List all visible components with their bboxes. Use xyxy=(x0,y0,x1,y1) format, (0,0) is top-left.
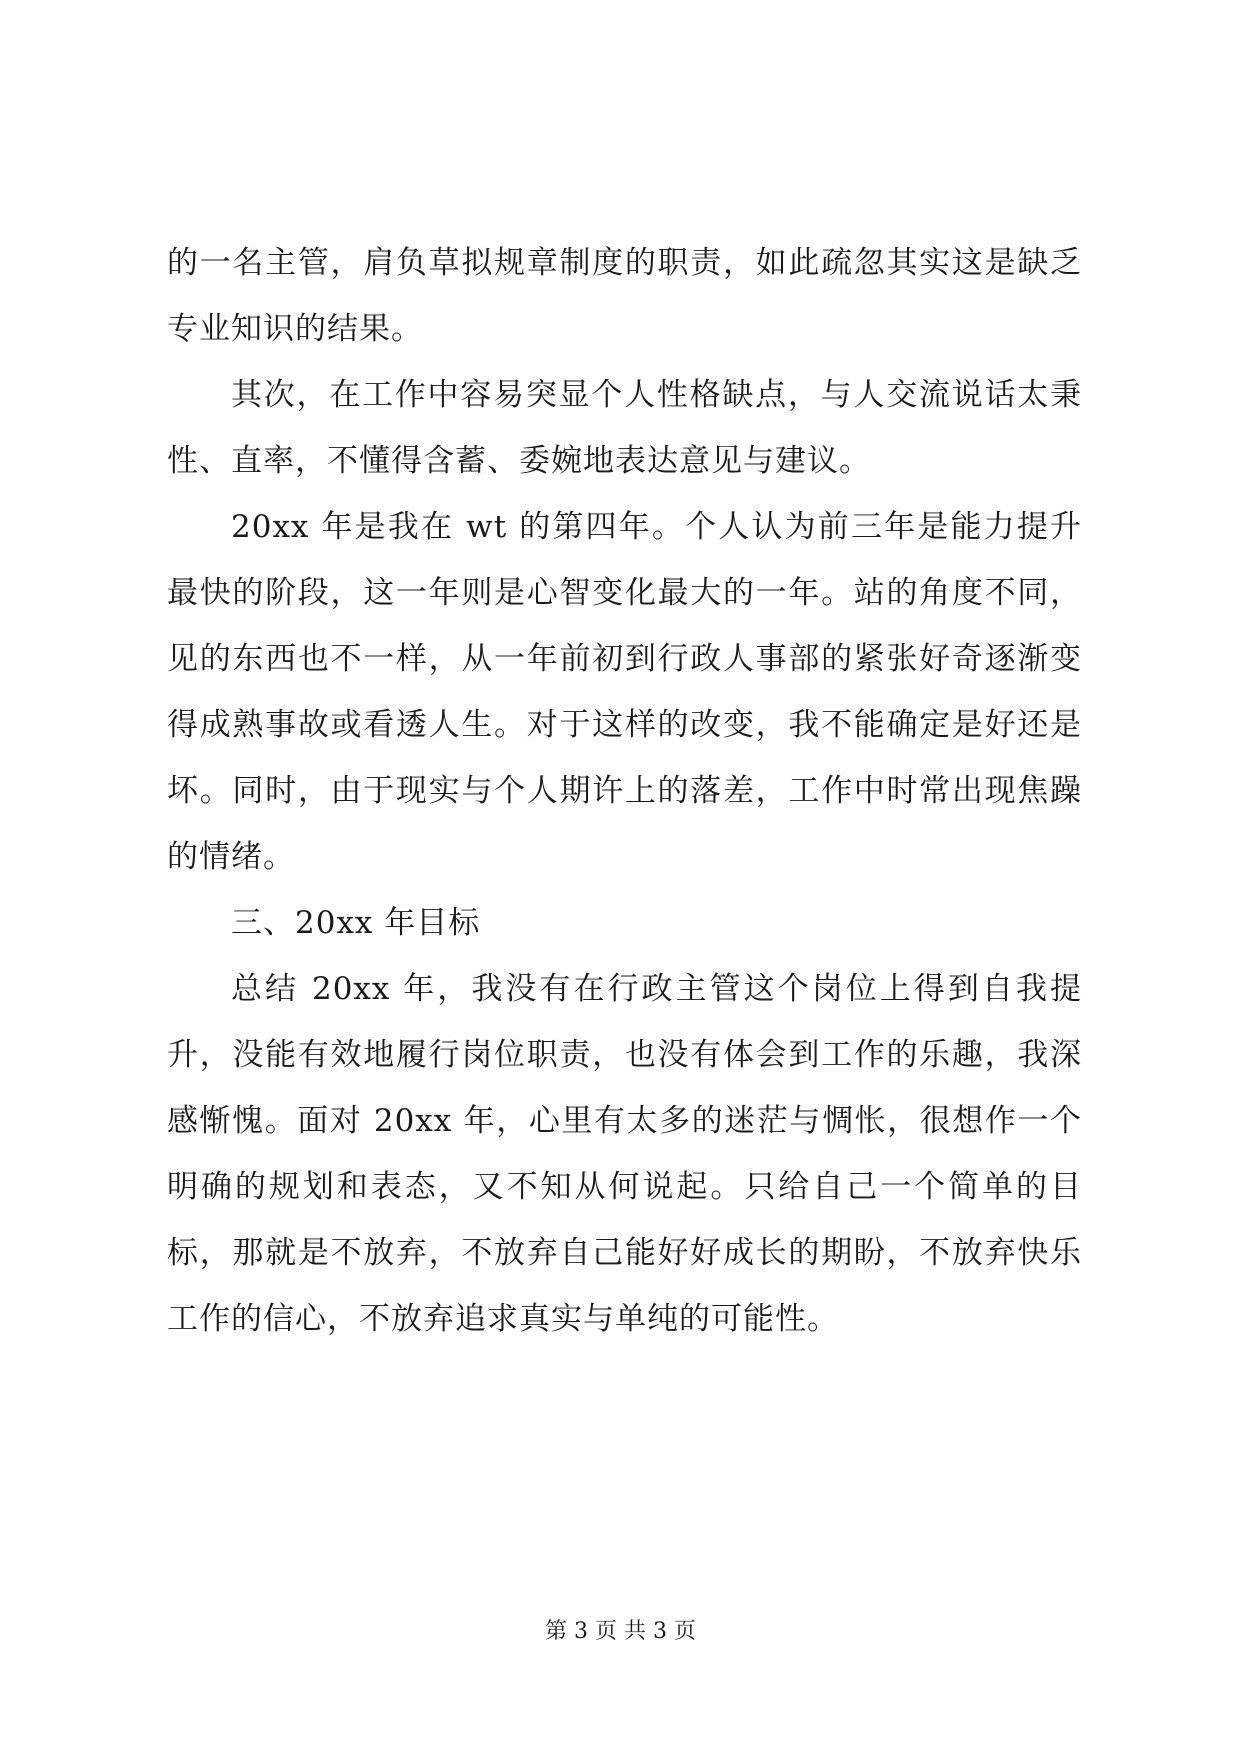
paragraph-2: 其次，在工作中容易突显个人性格缺点，与人交流说话太秉性、直率，不懂得含蓄、委婉地表达意见与建议。 xyxy=(167,377,1082,479)
page-number-footer: 第 3 页 共 3 页 xyxy=(545,1619,696,1644)
section-heading-goals: 三、20xx 年目标 xyxy=(231,905,481,941)
paragraph-3: 20xx 年是我在 wt 的第四年。个人认为前三年是能力提升最快的阶段，这一年则是心智变化最大的一年。站的角度不同，见的东西也不一样，从一年前初到行政人事部的紧张好奇逐渐变得成熟事故或看透人生。对于这样的改变，我不能确定是好还是坏。同时，由于现实与个人期许上的落差，工作中时常出现焦躁的情绪。 xyxy=(167,509,1082,875)
paragraph-1: 的一名主管，肩负草拟规章制度的职责，如此疏忽其实这是缺乏专业知识的结果。 xyxy=(167,245,1082,347)
paragraph-4: 总结 20xx 年，我没有在行政主管这个岗位上得到自我提升，没能有效地履行岗位职责，也没有体会到工作的乐趣，我深感惭愧。面对 20xx 年，心里有太多的迷茫与惆怅，很想作一个明确的规划和表态，又不知从何说起。只给自己一个简单的目标，那就是不放弃，不放弃自己能好好成长的期盼，不放弃快乐工作的信心，不放弃追求真实与单纯的可能性。 xyxy=(167,971,1082,1337)
document-body xyxy=(167,230,1082,1352)
